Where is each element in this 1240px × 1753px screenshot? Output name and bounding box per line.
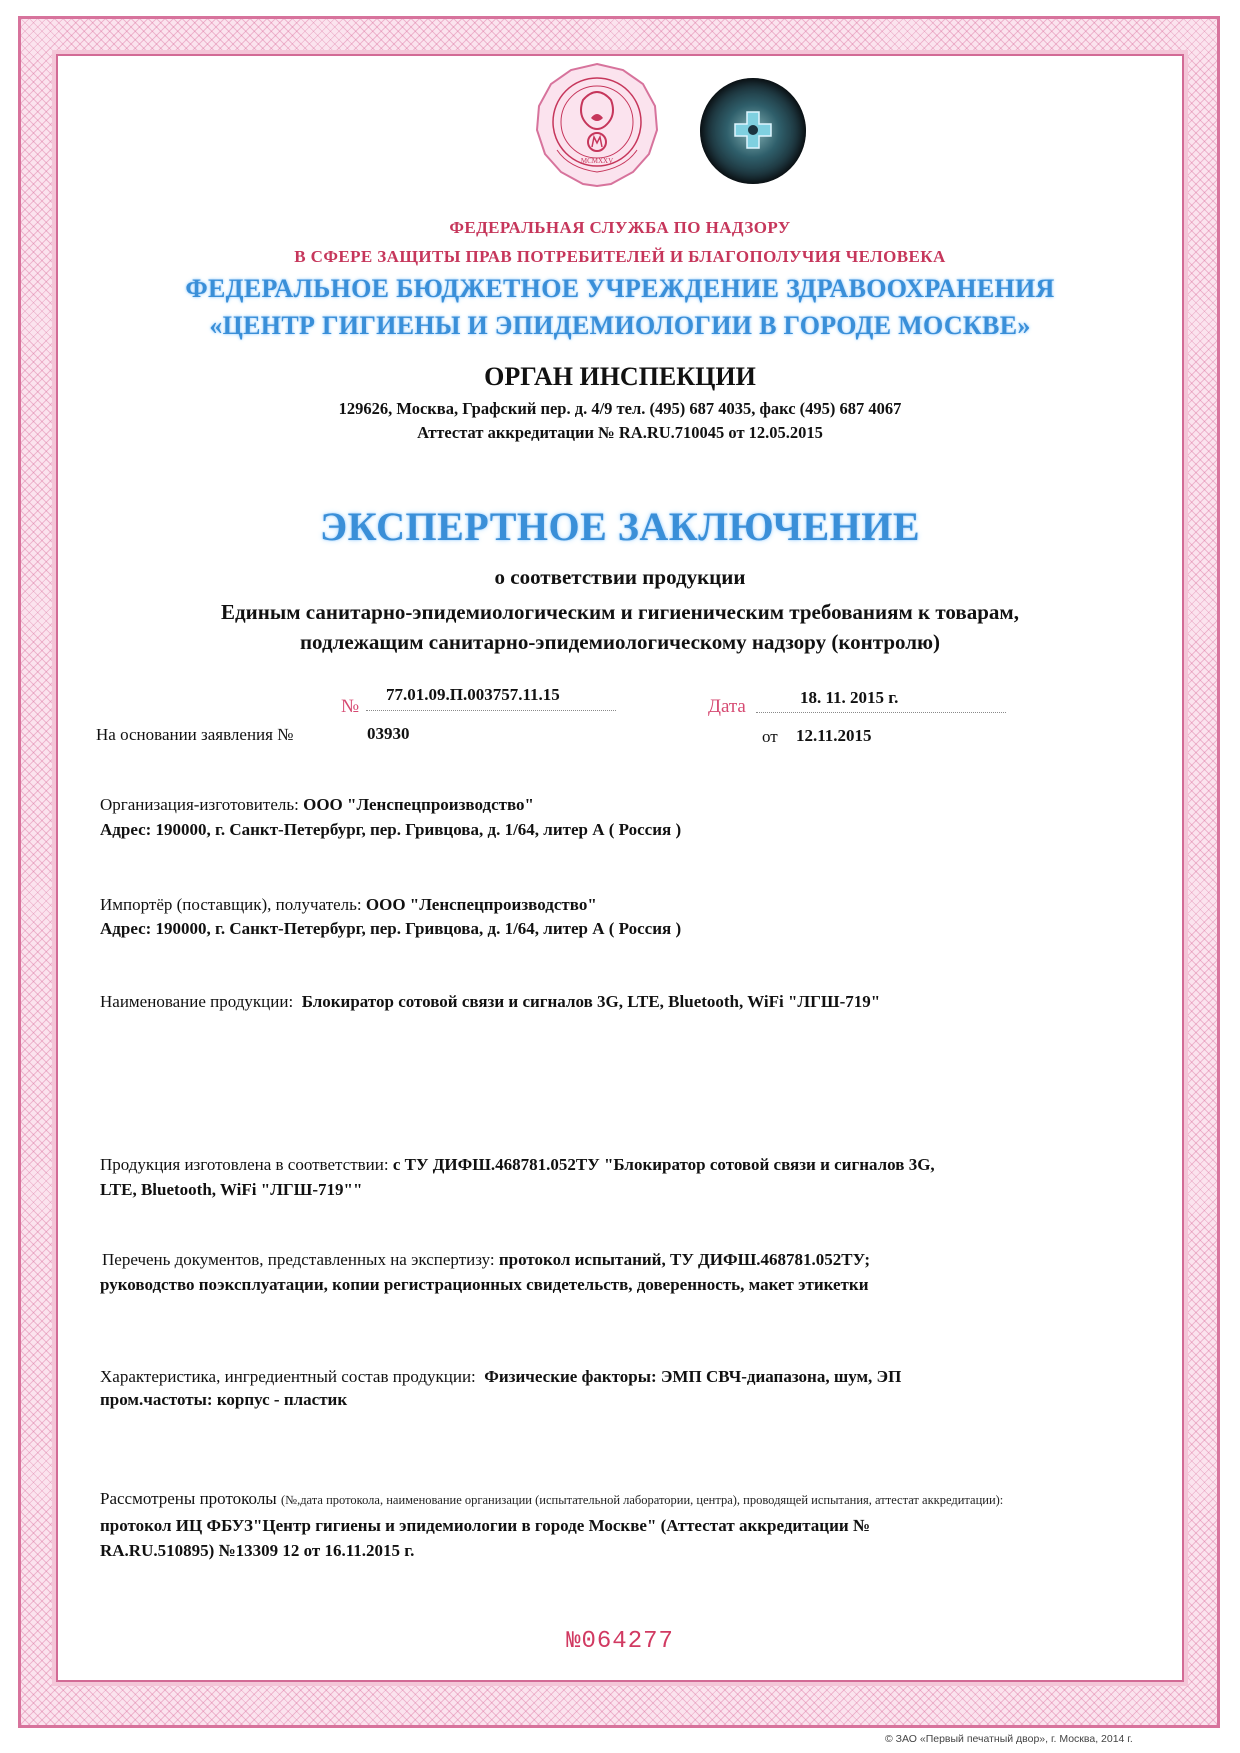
document-subtitle-3: подлежащим санитарно-эпидемиологическому надзору (контролю) [299,630,941,654]
from-label: от [762,727,778,746]
docs-label: Перечень документов, представленных на экспертизу: [102,1250,495,1269]
manufacturer-row [100,795,534,815]
hologram-seal [700,78,806,184]
manufacturer-address: Адрес: 190000, г. Санкт-Петербург, пер. Гривцова, д. 1/64, литер А ( Россия ) [100,820,682,839]
protocols-value-line-2: RA.RU.510895) №13309 12 от 16.11.2015 г. [100,1541,415,1560]
importer-label: Импортёр (поставщик), получатель: [100,895,362,914]
importer-row [100,895,597,915]
organ-title: ОРГАН ИНСПЕКЦИИ [484,362,756,391]
document-title: ЭКСПЕРТНОЕ ЗАКЛЮЧЕНИЕ [319,504,921,549]
manufacturer-label: Организация-изготовитель: [100,795,299,814]
characteristics-value-line-2: пром.частоты: корпус - пластик [100,1390,348,1409]
importer-value: ООО "Ленспецпроизводство" [365,895,597,914]
product-value: Блокиратор сотовой связи и сигналов 3G, LTE, Bluetooth, WiFi "ЛГШ-719" [301,992,881,1011]
medical-cross-icon [733,110,773,150]
conformity-value-line-2: LTE, Bluetooth, WiFi "ЛГШ-719"" [100,1180,363,1199]
organ-address: 129626, Москва, Графский пер. д. 4/9 тел. (495) 687 4035, факс (495) 687 4067 [338,399,902,418]
copyright-note: © ЗАО «Первый печатный двор», г. Москва, 2014 г. [885,1733,1133,1745]
importer-address: Адрес: 190000, г. Санкт-Петербург, пер. Гривцова, д. 1/64, литер А ( Россия ) [100,919,682,938]
protocols-label: Рассмотрены протоколы [100,1489,277,1508]
header-line-4: «ЦЕНТР ГИГИЕНЫ И ЭПИДЕМИОЛОГИИ В ГОРОДЕ МОСКВЕ» [209,311,1031,340]
product-row [100,992,880,1012]
document-subtitle-1: о соответствии продукции [494,565,746,589]
date-label: Дата [708,696,746,717]
date-underline [756,712,1006,713]
emblem-year-text: MCMXXV [580,157,614,165]
header-line-2: В СФЕРЕ ЗАЩИТЫ ПРАВ ПОТРЕБИТЕЛЕЙ И БЛАГОПОЛУЧИЯ ЧЕЛОВЕКА [294,247,946,266]
protocols-row [100,1489,1003,1509]
serial-number: №064277 [566,1628,674,1655]
protocols-value-line-1: протокол ИЦ ФБУЗ"Центр гигиены и эпидемиологии в городе Москве" (Аттестат аккредитации № [100,1516,870,1535]
rospotrebnadzor-emblem [505,60,689,190]
number-label: № [341,696,360,717]
conformity-row [100,1155,935,1175]
document-subtitle-2: Единым санитарно-эпидемиологическим и гигиеническим требованиям к товарам, [221,600,1019,624]
characteristics-value-line-1: Физические факторы: ЭМП СВЧ-диапазона, шум, ЭП [484,1367,902,1386]
application-value: 03930 [367,724,410,743]
application-label: На основании заявления № [96,725,294,744]
header-line-1: ФЕДЕРАЛЬНАЯ СЛУЖБА ПО НАДЗОРУ [449,218,791,237]
docs-value-line-2: руководство поэксплуатации, копии регистрационных свидетельств, доверенность, макет этикетки [100,1275,869,1294]
characteristics-row [100,1367,901,1387]
from-value: 12.11.2015 [796,726,872,745]
manufacturer-value: ООО "Ленспецпроизводство" [303,795,534,814]
docs-row [102,1250,870,1270]
organ-accreditation: Аттестат аккредитации № RA.RU.710045 от 12.05.2015 [417,423,823,442]
conformity-label: Продукция изготовлена в соответствии: [100,1155,389,1174]
number-underline [366,710,616,711]
date-value: 18. 11. 2015 г. [800,688,899,707]
number-value: 77.01.09.П.003757.11.15 [386,685,560,704]
protocols-note: (№,дата протокола, наименование организации (испытательной лаборатории, центра), проводящей испытания, аттестат аккредитации): [280,1493,1004,1507]
product-label: Наименование продукции: [100,992,294,1011]
docs-value-line-1: протокол испытаний, ТУ ДИФШ.468781.052ТУ; [498,1250,871,1269]
characteristics-label: Характеристика, ингредиентный состав продукции: [100,1367,476,1386]
conformity-value-line-1: с ТУ ДИФШ.468781.052ТУ "Блокиратор сотовой связи и сигналов 3G, [392,1155,935,1174]
header-line-3: ФЕДЕРАЛЬНОЕ БЮДЖЕТНОЕ УЧРЕЖДЕНИЕ ЗДРАВООХРАНЕНИЯ [185,274,1055,303]
